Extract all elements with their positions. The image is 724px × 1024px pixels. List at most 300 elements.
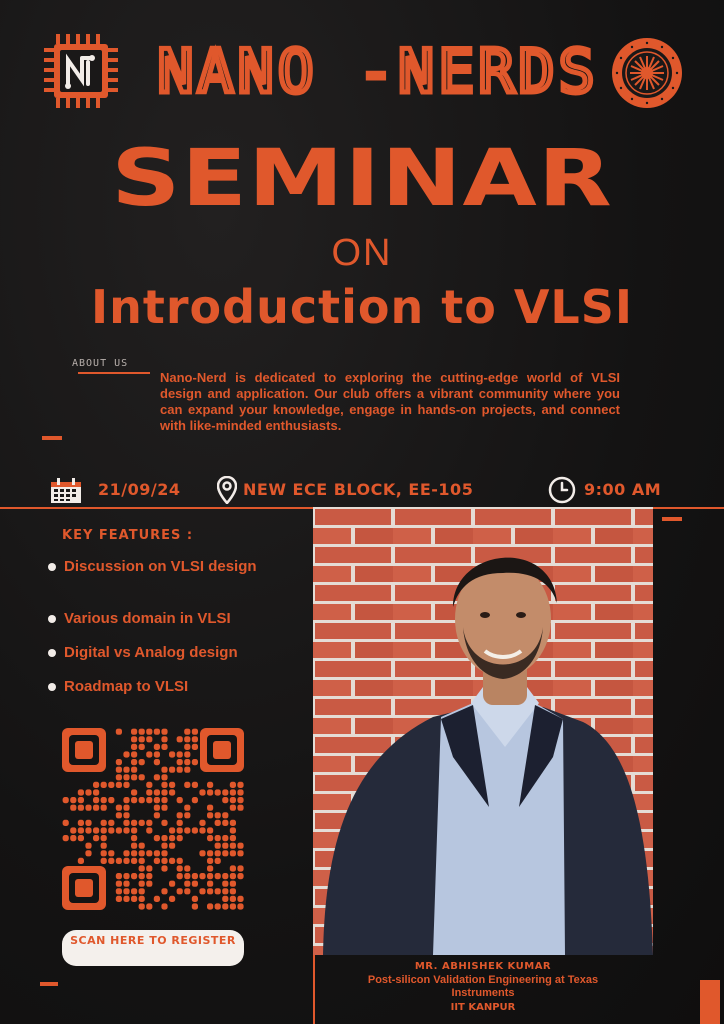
qr-module [108,820,114,826]
qr-module [222,797,228,803]
qr-module [63,820,69,826]
bullet-icon [48,615,56,623]
feature-item [48,644,288,662]
brand-wordmark [148,34,608,106]
qr-module [230,850,236,856]
qr-module [215,858,221,864]
qr-module [161,820,167,826]
qr-module [222,888,228,894]
qr-module [116,881,122,887]
clock-icon [548,476,576,504]
qr-module [101,835,107,841]
qr-module [192,759,198,765]
qr-module [78,835,84,841]
qr-module [146,729,152,735]
qr-module [230,805,236,811]
qr-module [169,767,175,773]
qr-module [237,903,243,909]
qr-module [161,789,167,795]
qr-module [161,850,167,856]
event-date: 21/09/24 [98,480,181,499]
qr-module [139,736,145,742]
qr-module [207,850,213,856]
divider-dash [42,436,62,440]
qr-module [146,751,152,757]
qr-module [215,903,221,909]
qr-module [222,903,228,909]
qr-module [184,873,190,879]
qr-module [139,896,145,902]
qr-module [146,736,152,742]
qr-module [123,812,129,818]
qr-module [215,873,221,879]
qr-module [78,797,84,803]
location-pin-icon [217,476,237,504]
bullet-icon [48,683,56,691]
qr-module [192,827,198,833]
qr-module [154,774,160,780]
qr-module [123,850,129,856]
qr-module [101,843,107,849]
qr-module [154,789,160,795]
qr-module [123,782,129,788]
qr-module [215,812,221,818]
qr-module [123,797,129,803]
svg-text:NANO -NERDS: NANO -NERDS [157,37,599,106]
seminar-heading: SEMINAR [111,132,613,224]
qr-module [192,736,198,742]
qr-module [169,827,175,833]
qr-module [230,888,236,894]
qr-module [131,736,137,742]
qr-module [222,843,228,849]
corner-accent [700,980,720,1024]
qr-module [199,789,205,795]
calendar-icon [50,478,82,504]
qr-module [177,820,183,826]
qr-module [237,782,243,788]
qr-module [131,843,137,849]
qr-module [78,820,84,826]
qr-module [70,797,76,803]
qr-module [131,858,137,864]
qr-module [199,873,205,879]
qr-module [161,744,167,750]
qr-module [192,797,198,803]
qr-module [161,729,167,735]
qr-module [131,820,137,826]
qr-module [78,827,84,833]
qr-module [215,820,221,826]
scan-register-button[interactable]: SCAN HERE TO REGISTER [62,930,244,966]
qr-module [230,782,236,788]
about-label: ABOUT US [72,358,129,369]
qr-module [131,751,137,757]
qr-module [215,835,221,841]
qr-module [154,751,160,757]
qr-module [154,805,160,811]
qr-module [63,797,69,803]
qr-module [131,827,137,833]
qr-module [215,789,221,795]
qr-module [131,850,137,856]
speaker-info [313,955,653,1024]
qr-module [101,820,107,826]
qr-module [161,843,167,849]
qr-module [93,789,99,795]
qr-module [139,850,145,856]
qr-module [123,896,129,902]
qr-module [63,835,69,841]
qr-module [230,820,236,826]
qr-module [230,827,236,833]
qr-module [207,782,213,788]
qr-module [161,865,167,871]
qr-module [131,767,137,773]
qr-module [237,843,243,849]
event-venue: NEW ECE BLOCK, EE-105 [243,480,474,499]
qr-module [222,850,228,856]
qr-module [154,850,160,856]
qr-module [101,827,107,833]
qr-module [131,729,137,735]
about-text: Nano-Nerd is dedicated to exploring the cutting-edge world of VLSI design and application. Our club offers a vibrant community where you can expand your knowledge, engage in hands-on projects, and connect with like-minded enthusiasts. [160,370,620,433]
qr-module [154,858,160,864]
qr-module [192,782,198,788]
qr-module [123,888,129,894]
qr-module [116,805,122,811]
qr-module [139,759,145,765]
qr-module [237,850,243,856]
qr-module [237,873,243,879]
qr-module [222,820,228,826]
qr-module [146,820,152,826]
qr-module [123,751,129,757]
qr-module [139,774,145,780]
qr-module [184,888,190,894]
qr-module [215,843,221,849]
qr-module [192,896,198,902]
qr-module [199,820,205,826]
qr-module [192,873,198,879]
qr-module [146,873,152,879]
qr-module [177,835,183,841]
speaker-name: MR. ABHISHEK KUMAR [414,961,552,972]
qr-module [184,744,190,750]
feature-label: Digital vs Analog design [64,644,238,661]
qr-module [169,881,175,887]
qr-module [177,812,183,818]
qr-module [101,782,107,788]
qr-module [161,888,167,894]
qr-module [177,751,183,757]
qr-module [85,820,91,826]
qr-module [207,881,213,887]
qr-module [123,873,129,879]
qr-module [222,881,228,887]
qr-code-icon[interactable] [62,728,244,910]
qr-module [108,782,114,788]
qr-module [93,805,99,811]
qr-module [146,903,152,909]
qr-module [139,729,145,735]
qr-module [154,896,160,902]
qr-module [161,736,167,742]
speaker-photo [313,507,653,955]
qr-module [161,835,167,841]
qr-module [78,789,84,795]
seminar-topic: Introduction to VLSI [91,280,633,334]
qr-module [192,729,198,735]
qr-module [184,736,190,742]
qr-module [207,835,213,841]
feature-item [48,558,288,576]
qr-module [161,782,167,788]
on-connector: ON [331,232,393,274]
qr-module [222,896,228,902]
qr-module [146,782,152,788]
qr-module [199,850,205,856]
qr-module [131,873,137,879]
qr-module [177,865,183,871]
qr-module [184,805,190,811]
qr-module [154,835,160,841]
qr-module [161,858,167,864]
qr-module [230,881,236,887]
qr-module [184,767,190,773]
qr-module [169,782,175,788]
feature-label: Roadmap to VLSI [64,678,189,695]
qr-module [169,843,175,849]
qr-module [177,736,183,742]
feature-item [48,678,288,696]
qr-module [123,820,129,826]
qr-module [116,896,122,902]
qr-module [177,858,183,864]
bullet-icon [48,563,56,571]
qr-module [116,888,122,894]
qr-module [184,751,190,757]
qr-module [169,835,175,841]
qr-module [123,805,129,811]
qr-module [192,903,198,909]
qr-module [184,759,190,765]
qr-module [85,827,91,833]
qr-module [116,782,122,788]
qr-module [139,888,145,894]
qr-module [131,789,137,795]
qr-module [169,751,175,757]
qr-module [85,805,91,811]
qr-module [230,843,236,849]
qr-module [146,789,152,795]
qr-module [108,858,114,864]
qr-module [237,896,243,902]
qr-module [139,881,145,887]
qr-module [207,805,213,811]
qr-module [131,759,137,765]
qr-module [116,812,122,818]
qr-module [161,774,167,780]
qr-module [177,873,183,879]
qr-module [101,805,107,811]
qr-module [116,767,122,773]
qr-module [146,865,152,871]
qr-module [177,888,183,894]
speaker-role: Post-silicon Validation Engineering at Texas Instruments [367,974,599,999]
qr-module [215,850,221,856]
event-time: 9:00 AM [584,480,662,499]
qr-module [192,881,198,887]
qr-module [222,873,228,879]
feature-label: Discussion on VLSI design [64,558,257,575]
qr-module [85,850,91,856]
qr-module [207,865,213,871]
qr-module [154,744,160,750]
qr-module [93,797,99,803]
qr-module [116,729,122,735]
qr-module [139,873,145,879]
qr-module [207,888,213,894]
qr-module [116,774,122,780]
qr-module [207,858,213,864]
qr-module [85,843,91,849]
qr-module [131,797,137,803]
qr-module [230,865,236,871]
qr-module [207,789,213,795]
qr-module [101,797,107,803]
qr-module [131,896,137,902]
qr-module [154,797,160,803]
qr-module [131,835,137,841]
qr-module [85,789,91,795]
qr-module [207,873,213,879]
qr-module [93,827,99,833]
qr-module [230,789,236,795]
qr-module [70,827,76,833]
qr-module [93,782,99,788]
qr-module [184,865,190,871]
qr-module [131,888,137,894]
qr-module [169,789,175,795]
institute-seal-icon [610,36,684,110]
qr-module [154,759,160,765]
qr-module [146,797,152,803]
qr-module [199,827,205,833]
qr-module [237,797,243,803]
qr-module [237,865,243,871]
qr-module [139,820,145,826]
qr-module [184,812,190,818]
qr-module [123,774,129,780]
feature-item [48,610,288,628]
bullet-icon [48,649,56,657]
speaker-institute: IIT KANPUR [450,1002,516,1013]
qr-module [116,873,122,879]
about-underline [78,372,150,374]
qr-module [123,858,129,864]
feature-label: Various domain in VLSI [64,610,231,627]
qr-module [230,896,236,902]
qr-module [154,729,160,735]
divider-dash [40,982,58,986]
qr-module [116,858,122,864]
qr-module [146,850,152,856]
qr-module [116,827,122,833]
qr-module [177,767,183,773]
qr-module [230,903,236,909]
qr-module [230,797,236,803]
qr-module [177,797,183,803]
nano-nerds-chip-logo-icon [42,32,120,110]
qr-module [215,888,221,894]
qr-module [237,789,243,795]
qr-module [139,903,145,909]
key-features-title: KEY FEATURES : [62,528,194,543]
qr-module [169,896,175,902]
qr-module [230,835,236,841]
qr-module [199,888,205,894]
qr-module [139,797,145,803]
qr-module [146,881,152,887]
qr-module [161,805,167,811]
qr-module [230,873,236,879]
divider-dash [662,517,682,521]
qr-module [123,881,129,887]
qr-module [154,812,160,818]
qr-module [108,797,114,803]
qr-module [78,858,84,864]
qr-module [139,843,145,849]
qr-module [70,835,76,841]
qr-module [184,782,190,788]
qr-module [169,858,175,864]
qr-module [139,865,145,871]
qr-module [116,759,122,765]
qr-module [93,835,99,841]
qr-module [192,744,198,750]
qr-module [207,827,213,833]
qr-module [131,744,137,750]
qr-module [207,812,213,818]
qr-module [177,827,183,833]
qr-module [78,805,84,811]
qr-module [184,729,190,735]
qr-module [237,805,243,811]
qr-module [222,812,228,818]
qr-module [161,767,167,773]
qr-module [222,789,228,795]
qr-module [177,759,183,765]
qr-module [101,858,107,864]
qr-module [123,827,129,833]
qr-module [123,767,129,773]
qr-module [108,827,114,833]
qr-module [222,835,228,841]
qr-module [184,881,190,887]
qr-module [146,827,152,833]
qr-module [139,858,145,864]
qr-module [131,774,137,780]
qr-module [161,903,167,909]
qr-module [139,744,145,750]
qr-module [161,797,167,803]
qr-module [184,827,190,833]
qr-module [101,850,107,856]
qr-module [108,850,114,856]
qr-module [70,805,76,811]
qr-module [207,903,213,909]
